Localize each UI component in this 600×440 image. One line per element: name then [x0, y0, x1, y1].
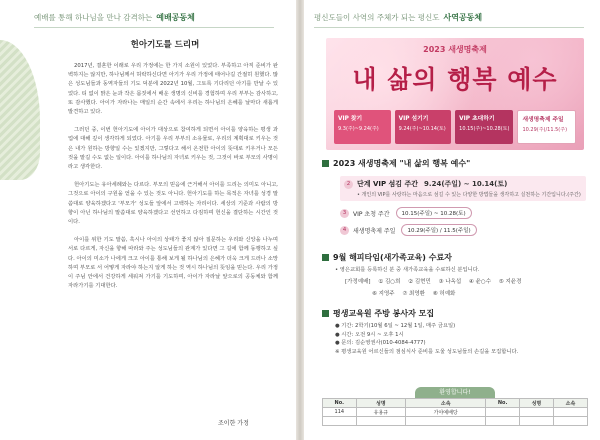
article-title: 헌아기도를 드리며 — [130, 40, 200, 50]
table-header: No. — [323, 399, 357, 408]
banner-card — [455, 110, 513, 144]
left-header-rule — [34, 27, 274, 28]
step-number: 2 — [344, 180, 353, 189]
table-header: No. — [486, 399, 520, 408]
step-title: VIP 초청 주간 — [353, 210, 390, 218]
table-cell — [406, 417, 486, 426]
festival-banner — [326, 38, 584, 150]
article-body — [68, 62, 278, 300]
step-number: 4 — [340, 226, 349, 235]
table-cell — [519, 408, 553, 417]
article-paragraph: 아이를 위한 기도 말씀, 혹시나 아이의 상태가 좋지 않아 질문하는 우리와 신앙을 나누며 서로 다르게, 자신을 향해 따라와 주는 성도님들의 관계가 있다면 그 길에 함께 동행하고 싶다. 아이의 미소가 나에게 크고 아이를 통해 보게 될 하나님의 은혜가 더욱 크게 드러나 소망하며 부모로 서 어떻게 자라야 하는지 알게 하는 것 역시 하나님의 뜻임을 믿는다. 우리 가정이 주님 안에서 건강하게 세워져 가기를 기도하며, 아이가 자라날 앞으로의 공동체와 함께 자라가기를 기대한다. — [68, 237, 278, 290]
table-header: 소속 — [553, 399, 587, 408]
table-cell: 가야예배당 — [406, 408, 486, 417]
graduate-name: ③ 나옥섭 — [438, 279, 462, 285]
graduate-name: ⑦ 최영환 — [402, 291, 425, 297]
article-paragraph: 그러던 중, 이번 헌아기도에 아이가 대상으로 참여하게 되면서 아이를 양육하는 평생 과업에 대해 깊이 생각하게 되었다. 아기를 우리 부부의 소유물로, 우리의 계획대로 키우는 것은 내가 원하는 방향일 수는 있겠지만, 그렇다고 해서 온전한 아이의 뜻대로 키우거나 모든 것을 맡길 수도 없는 일이다. 아이를 하나님의 자녀로 키우는 것, 그것이 바로 부모의 사명이라고 생각한다. — [68, 127, 278, 171]
happy-description: • 영은교회를 등록하신 분 중 새가족교육을 수료하신 분입니다. — [335, 267, 480, 273]
table-header-row — [323, 399, 588, 408]
festival-schedule — [340, 176, 586, 241]
step-title: 새생명축제 주일 — [353, 227, 396, 235]
graduate-name: ① 김○희 — [378, 279, 401, 285]
training-details — [335, 322, 585, 356]
card-title: VIP 찾기 — [338, 116, 363, 122]
step-date: 10.29(주일) / 11.5(주일) — [401, 224, 476, 236]
training-line: ● 기간: 2학기(10월 6일 ~ 12월 1일, 매주 금요일) — [335, 323, 456, 329]
right-header — [314, 12, 482, 23]
graduate-name: ⑧ 허예화 — [432, 291, 456, 297]
article-author: 조이한 가정 — [218, 420, 249, 427]
schedule-highlight — [340, 176, 586, 201]
table-cell — [519, 417, 553, 426]
leaf-decoration — [0, 40, 40, 180]
card-title: VIP 초대하기 — [459, 116, 495, 122]
table-cell — [323, 417, 357, 426]
graduate-name: ② 김현민 — [408, 279, 431, 285]
banner-card — [334, 110, 391, 144]
article-paragraph: 2017년, 결혼한 이래로 우리 가정에는 한 가지 소원이 있었다. 부족하고 아직 준비가 완벽하지는 않지만, 하나님께서 허락하신다면 아기가 우리 가정에 태어나길 간절히 원했다. 많은 성도님들과 동역자들의 기도 덕분에 2022년 10월, 그토록 기다리던 아기를 만날 수 있었다. 티 없이 맑은 눈과 작은 몸짓에서 배운 생명의 신비를 경험하며 우리 부부는 감사하고, 또 감사했다. 아이가 자라나는 매일의 순간 속에서 우리는 하나님의 은혜를 날마다 새롭게 발견하고 있다. — [68, 63, 278, 116]
step-number: 3 — [340, 209, 349, 218]
schedule-row — [340, 207, 586, 219]
schedule-row — [340, 224, 586, 236]
banner-main-title: 내 삶의 행복 예수 — [352, 65, 558, 94]
card-date: 10.15(주)~10.28(토) — [459, 126, 510, 132]
left-header-prefix: 예배를 통해 하나님을 만나 감격하는 — [34, 13, 153, 22]
group-label: [가정예배] — [345, 279, 371, 285]
square-bullet-icon — [322, 310, 329, 317]
square-bullet-icon — [322, 160, 329, 167]
left-header — [34, 12, 195, 23]
happy-names-2 — [372, 289, 600, 297]
card-date: 10.29(주)/11.5(주) — [522, 127, 568, 133]
training-line: ● 문의: 김순영권사(010-4084-4777) — [335, 340, 426, 346]
step-title: 단계 VIP 섬김 주간 — [357, 180, 419, 188]
banner-card — [517, 110, 576, 144]
banner-cards — [334, 110, 576, 144]
table-row — [323, 408, 588, 417]
table-cell — [553, 408, 587, 417]
page-fold — [296, 0, 304, 440]
table-cell: 유용규 — [356, 408, 405, 417]
table-cell — [356, 417, 405, 426]
happy-heading: 9월 해피타임(새가족교육) 수료자 — [322, 252, 452, 263]
graduate-name: ④ 윤○수 — [468, 279, 492, 285]
welcome-heading: 환영합니다! — [415, 387, 495, 398]
graduate-name: ⑤ 지윤경 — [498, 279, 522, 285]
right-header-rule — [314, 27, 584, 28]
training-line: ● 시간: 오전 9시 ~ 오후 1시 — [335, 331, 404, 338]
festival-heading: 2023 새생명축제 "내 삶의 행복 예수" — [322, 158, 470, 169]
card-title: VIP 섬기기 — [398, 116, 429, 122]
training-heading: 평생교육원 주방 봉사자 모집 — [322, 308, 434, 319]
graduate-name: ⑥ 지영주 — [372, 291, 395, 297]
schedule-row — [344, 179, 582, 189]
card-date: 9.3(주)~9.24(주) — [338, 126, 379, 132]
table-header: 성명 — [519, 399, 553, 408]
table-cell: 114 — [323, 408, 357, 417]
card-title: 새생명축제 주일 — [522, 117, 564, 123]
training-line: ※ 평생교육원 어르신들의 점심식사 준비를 도울 성도님들의 손길을 모집합니다. — [335, 348, 519, 355]
table-cell — [486, 417, 520, 426]
step-date: 10.15(주일) ~ 10.28(토) — [396, 207, 472, 219]
banner-top-text: 2023 새생명축제 — [423, 45, 487, 54]
left-header-title: 예배공동체 — [156, 13, 195, 22]
step-note: • 개인의 VIP를 사랑하는 마음으로 섬길 수 있는 다양한 방법들을 생각하고 실천하는 기간입니다.(주간) — [357, 192, 581, 198]
banner-card — [395, 110, 452, 144]
right-header-title: 사역공동체 — [443, 13, 483, 22]
welcome-table — [322, 398, 588, 426]
square-bullet-icon — [322, 254, 329, 261]
table-row — [323, 417, 588, 426]
table-header: 성명 — [356, 399, 405, 408]
card-date: 9.24(주)~10.14(토) — [398, 126, 446, 132]
step-date: 9.24(주일) ~ 10.14(토) — [424, 180, 508, 188]
table-cell — [553, 417, 587, 426]
welcome-table-section — [322, 387, 588, 426]
article-paragraph: 헌아기도는 유아세례와는 다르다. 부모의 믿음에 근거해서 아이를 드리는 의미도 아니고, 그것으로 아이의 구원을 얻을 수 있는 것도 아니다. 헌아기도를 하는 목적은 자녀를 성경 말씀대로 양육하겠다고 '부모가' 성도들 앞에서 고백하는 자리이다. 세상의 기준과 사람의 방향이 아닌 하나님의 말씀대로 양육하겠다고 선언하고 다짐하며 헌신을 결단하는 시간인 것이다. — [68, 182, 278, 226]
happy-names — [345, 277, 585, 285]
table-cell — [486, 408, 520, 417]
right-header-prefix: 평신도들이 사역의 주체가 되는 평신도 — [314, 13, 440, 22]
table-header: 소속 — [406, 399, 486, 408]
